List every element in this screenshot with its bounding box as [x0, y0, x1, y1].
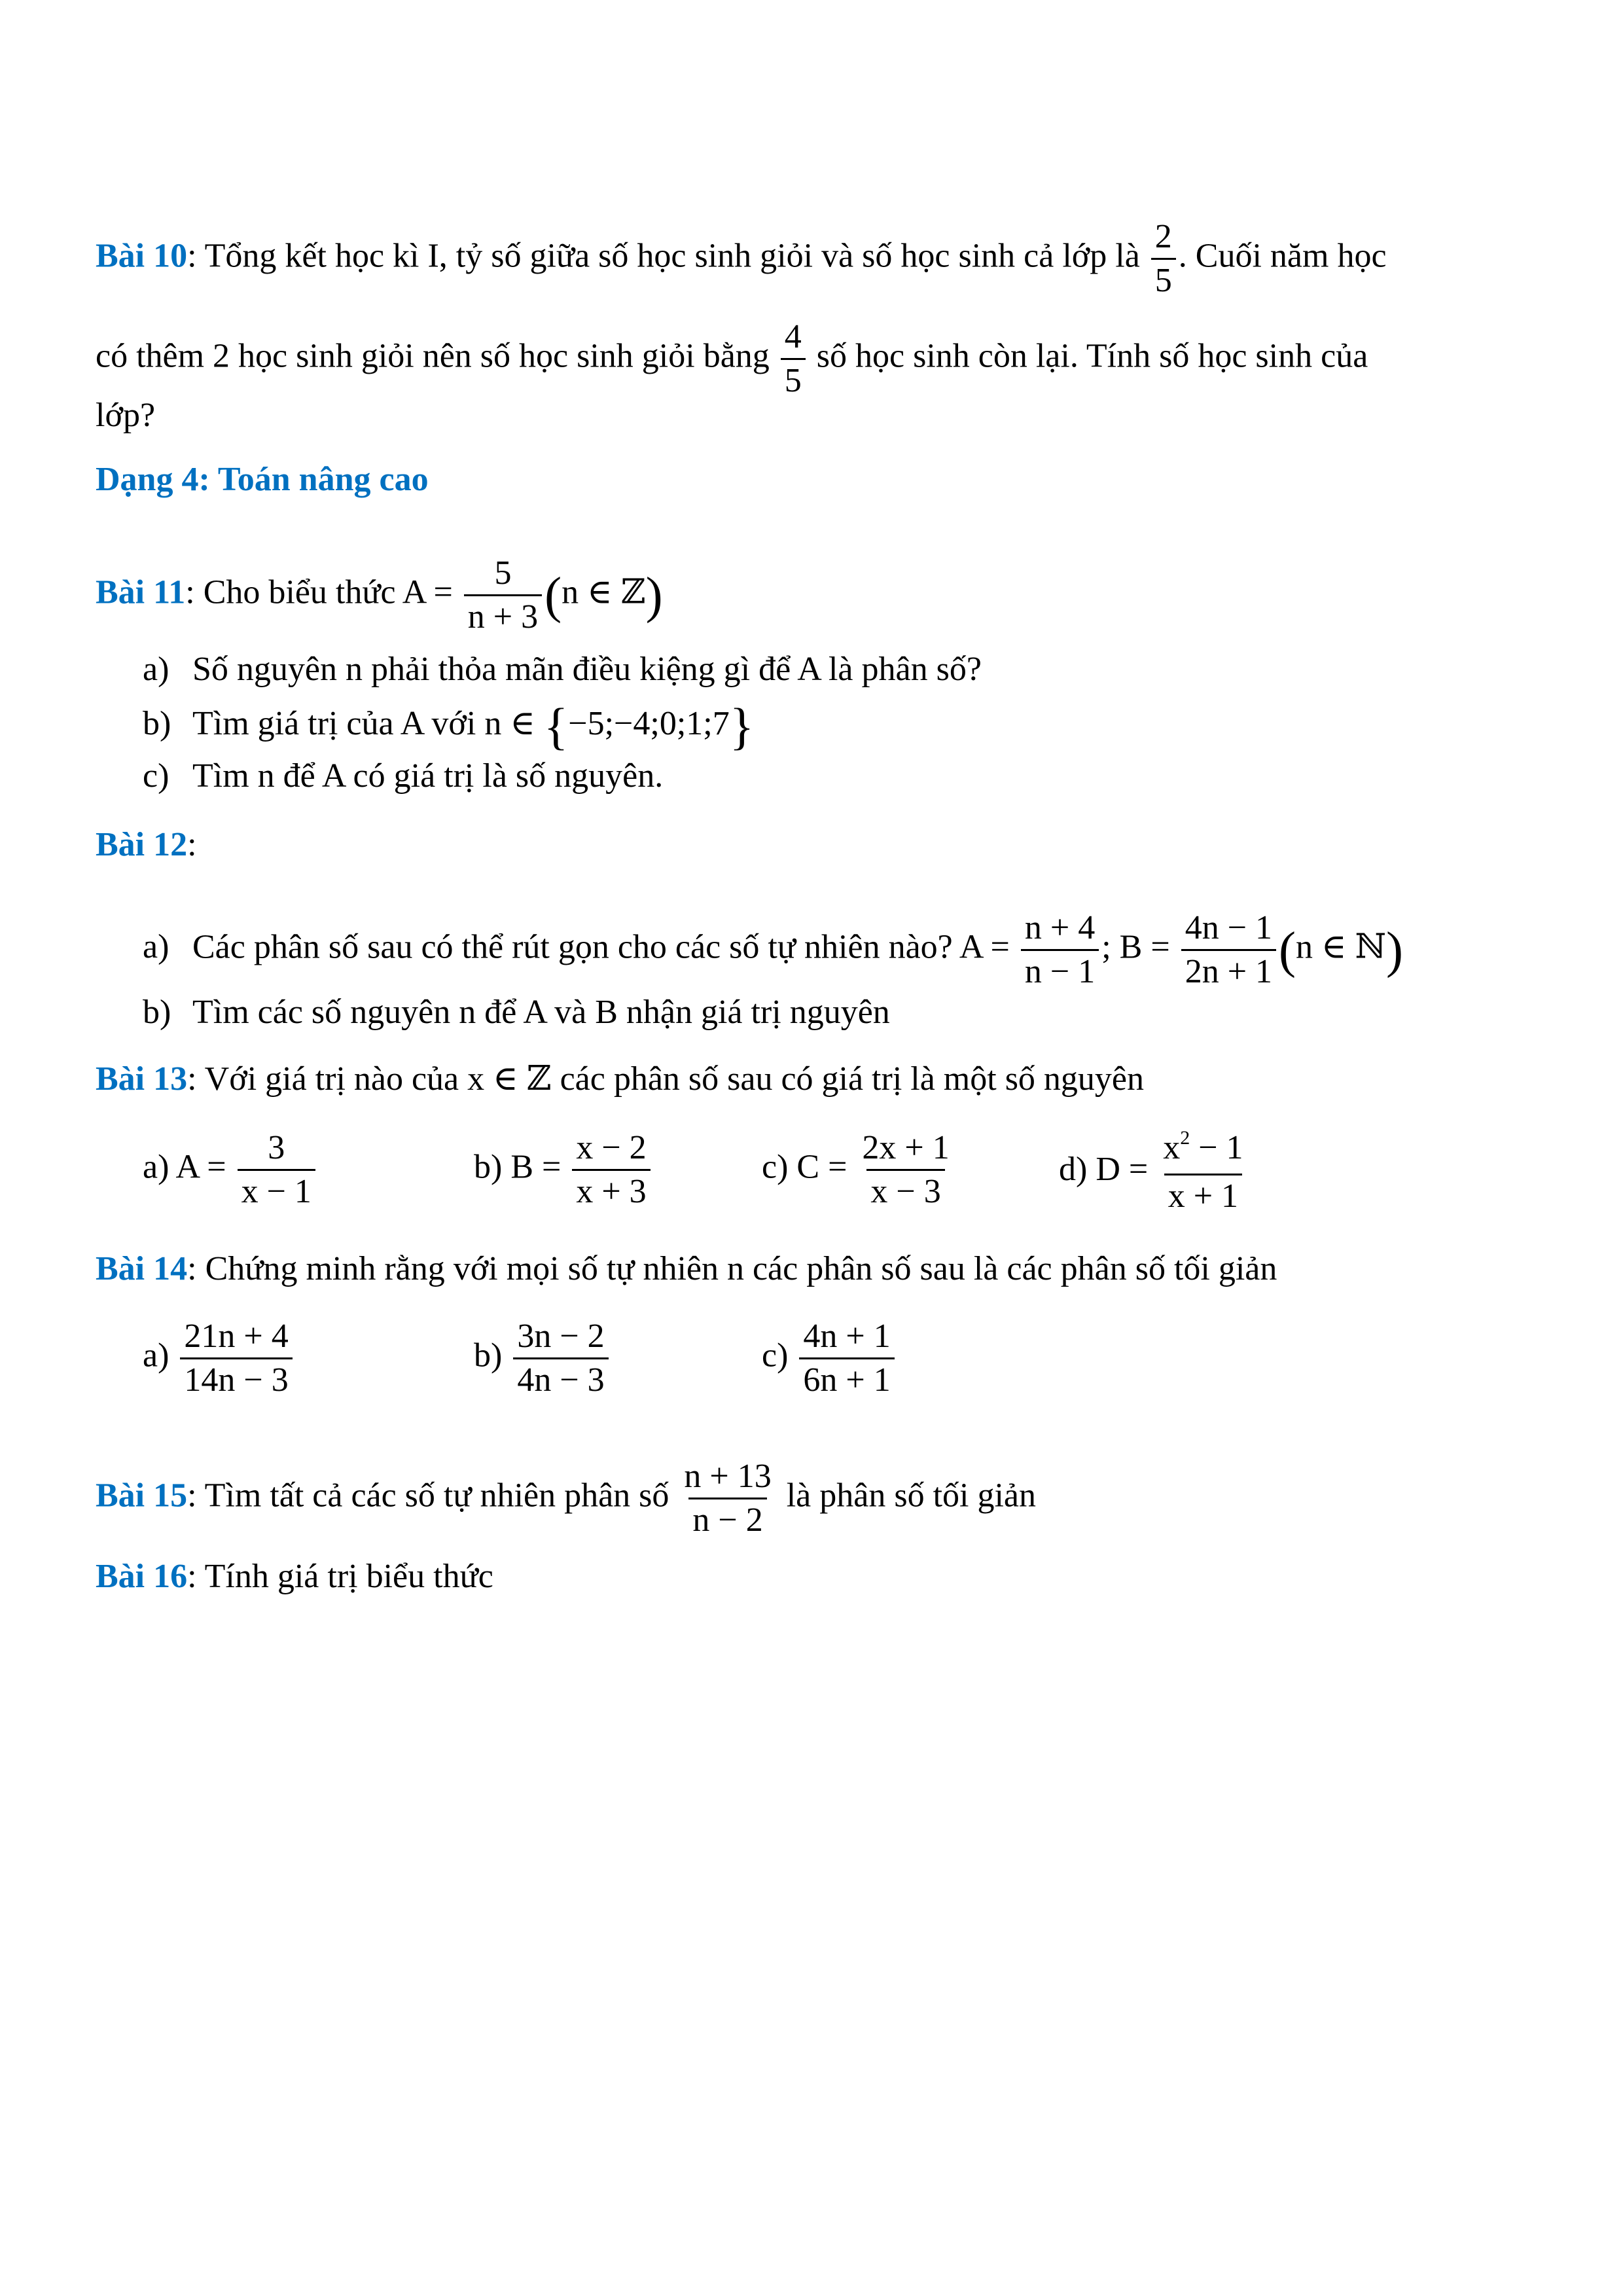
bai12-B-fraction	[1181, 907, 1276, 993]
paren-open: (	[1279, 921, 1296, 978]
bai11-cond: n ∈ ℤ	[562, 573, 646, 611]
bai13-line	[96, 1059, 1144, 1100]
fraction-denominator: x + 1	[1164, 1174, 1242, 1217]
fraction-numerator: 4	[784, 318, 802, 355]
num-exponent: 2	[1180, 1127, 1190, 1149]
fraction-numerator: 2	[1154, 218, 1172, 255]
bai14-items	[143, 1316, 1059, 1407]
bai16-line	[96, 1556, 493, 1597]
fraction-denominator: 14n − 3	[180, 1357, 292, 1401]
fraction-2-5	[1151, 216, 1176, 302]
fraction-denominator: 5	[1151, 258, 1176, 302]
bai14-item-c	[762, 1316, 897, 1401]
bai13-items	[143, 1127, 1321, 1219]
fraction	[513, 1316, 608, 1401]
bai11-a-eq: A =	[402, 573, 453, 611]
set-values: −5;−4;0;1;7	[568, 705, 730, 742]
section-heading: Dạng 4: Toán nâng cao	[96, 461, 429, 498]
bai13-item-b	[474, 1127, 653, 1213]
bai12-A-fraction	[1021, 907, 1099, 993]
item-label: b)	[143, 705, 171, 742]
bai11-fraction	[464, 552, 542, 638]
item-label: a)	[143, 928, 169, 966]
fraction-numerator: 3	[268, 1129, 285, 1166]
bai10-tail2: số học sinh còn lại. Tính số học sinh của	[816, 337, 1368, 375]
item-label: a)	[143, 1148, 169, 1186]
item-text: Các phân số sau có thể rút gọn cho các số tự nhiên nào?	[192, 928, 953, 966]
item-label: c)	[762, 1336, 789, 1374]
bai15-label: Bài 15	[96, 1477, 188, 1515]
item-text: Tìm n để A có giá trị là số nguyên.	[192, 757, 664, 795]
fraction-4-5	[781, 316, 806, 402]
fraction-numerator: n + 4	[1024, 909, 1096, 946]
bai12-item-b	[143, 992, 890, 1033]
bai15-text: : Tìm tất cả các số tự nhiên phân số	[187, 1477, 669, 1515]
paren-close: )	[645, 566, 663, 624]
fraction-numerator: 4n + 1	[803, 1318, 891, 1355]
eq-label: B =	[510, 1148, 562, 1186]
fraction-numerator: 4n − 1	[1185, 909, 1273, 946]
item-label: b)	[143, 994, 171, 1031]
bai13-label: Bài 13	[96, 1060, 188, 1098]
item-label: c)	[143, 757, 169, 795]
bai12-B-eq: B =	[1119, 928, 1170, 966]
paren-open: (	[544, 566, 562, 624]
fraction-denominator: 4n − 3	[513, 1357, 608, 1401]
eq-label: A =	[175, 1148, 226, 1186]
bai11-item-c	[143, 756, 663, 797]
fraction-denominator: 5	[781, 358, 806, 402]
item-label: c)	[762, 1148, 789, 1186]
bai15-fraction	[680, 1456, 775, 1541]
bai10-line2	[96, 316, 1368, 402]
bai12-colon: :	[187, 826, 197, 863]
fraction-denominator: x − 1	[238, 1169, 315, 1213]
eq-label: C =	[796, 1148, 847, 1186]
bai12-cond: n ∈ ℕ	[1296, 928, 1387, 966]
bai14-line	[96, 1249, 1277, 1289]
bai13-text-a: : Với giá trị nào của	[187, 1060, 459, 1098]
bai12-A-eq: A =	[959, 928, 1010, 966]
bai10-text1: : Tổng kết học kì I, tỷ số giữa số học sinh giỏi và số học sinh cả lớp là	[187, 237, 1140, 275]
fraction	[572, 1127, 650, 1213]
bai13-text-b: các phân số sau có giá trị là một số nguyên	[560, 1060, 1145, 1098]
fraction-numerator	[1159, 1127, 1247, 1174]
item-label: b)	[474, 1148, 503, 1186]
fraction-denominator: 6n + 1	[799, 1357, 894, 1401]
fraction-numerator: x − 2	[576, 1129, 647, 1166]
bai14-item-a	[143, 1316, 295, 1401]
fraction-numerator: 3n − 2	[517, 1318, 605, 1355]
bai10-label: Bài 10	[96, 237, 188, 275]
bai13-item-c	[762, 1127, 956, 1213]
item-label: a)	[143, 651, 169, 688]
bai11-text: : Cho biểu thức	[185, 573, 396, 611]
fraction-numerator: 5	[494, 554, 512, 592]
bai14-text: : Chứng minh rằng với mọi số tự nhiên n các phân số sau là các phân số tối giản	[187, 1250, 1277, 1287]
bai10-text2: có thêm 2 học sinh giỏi nên số học sinh giỏi bằng	[96, 337, 770, 375]
bai12-label: Bài 12	[96, 826, 188, 863]
bai13-x-in-z: x ∈ ℤ	[467, 1060, 552, 1098]
fraction-denominator: x + 3	[572, 1169, 650, 1213]
fraction-denominator: 2n + 1	[1181, 949, 1276, 993]
bai14-item-b	[474, 1316, 611, 1401]
bai14-label: Bài 14	[96, 1250, 188, 1287]
item-label: b)	[474, 1336, 503, 1374]
bai16-label: Bài 16	[96, 1558, 188, 1595]
item-text: Tìm giá trị của A với n ∈	[192, 705, 535, 742]
item-label: d)	[1059, 1150, 1088, 1188]
fraction-denominator: n − 1	[1021, 949, 1099, 993]
fraction	[238, 1127, 315, 1213]
bai11-item-a	[143, 649, 982, 690]
bai10-line1	[96, 216, 1387, 302]
brace-open: {	[543, 698, 569, 755]
fraction-denominator: n − 2	[688, 1498, 766, 1541]
bai12-line	[96, 825, 197, 865]
bai10-line3	[96, 395, 155, 436]
bai15-tail: là phân số tối giản	[786, 1477, 1036, 1515]
fraction-denominator: x − 3	[866, 1169, 944, 1213]
bai13-item-a	[143, 1127, 318, 1213]
fraction	[1159, 1127, 1247, 1217]
fraction	[799, 1316, 894, 1401]
fraction-numerator: 21n + 4	[184, 1318, 289, 1355]
item-text: Số nguyên n phải thỏa mãn điều kiệng gì để A là phân số?	[192, 651, 982, 688]
item-text: Tìm các số nguyên n để A và B nhận giá trị nguyên	[192, 994, 890, 1031]
brace-close: }	[729, 698, 755, 755]
fraction-numerator: 2x + 1	[862, 1129, 950, 1166]
num-base: x	[1163, 1129, 1181, 1166]
bai12-item-a	[143, 907, 1403, 993]
item-label: a)	[143, 1336, 169, 1374]
separator: ;	[1101, 928, 1111, 966]
paren-close: )	[1386, 921, 1404, 978]
fraction	[858, 1127, 953, 1213]
bai16-text: : Tính giá trị biểu thức	[187, 1558, 493, 1595]
fraction-denominator: n + 3	[464, 594, 542, 638]
bai11-label: Bài 11	[96, 573, 186, 611]
num-rest: − 1	[1190, 1129, 1243, 1166]
eq-label: D =	[1096, 1150, 1149, 1188]
bai11-item-b	[143, 698, 755, 755]
bai13-item-d	[1059, 1127, 1250, 1217]
fraction-numerator: n + 13	[684, 1458, 772, 1495]
bai11-line	[96, 552, 663, 638]
bai15-line	[96, 1456, 1036, 1541]
fraction	[180, 1316, 292, 1401]
bai10-tail1: . Cuối năm học	[1178, 237, 1387, 275]
bai10-text3: lớp?	[96, 397, 156, 434]
